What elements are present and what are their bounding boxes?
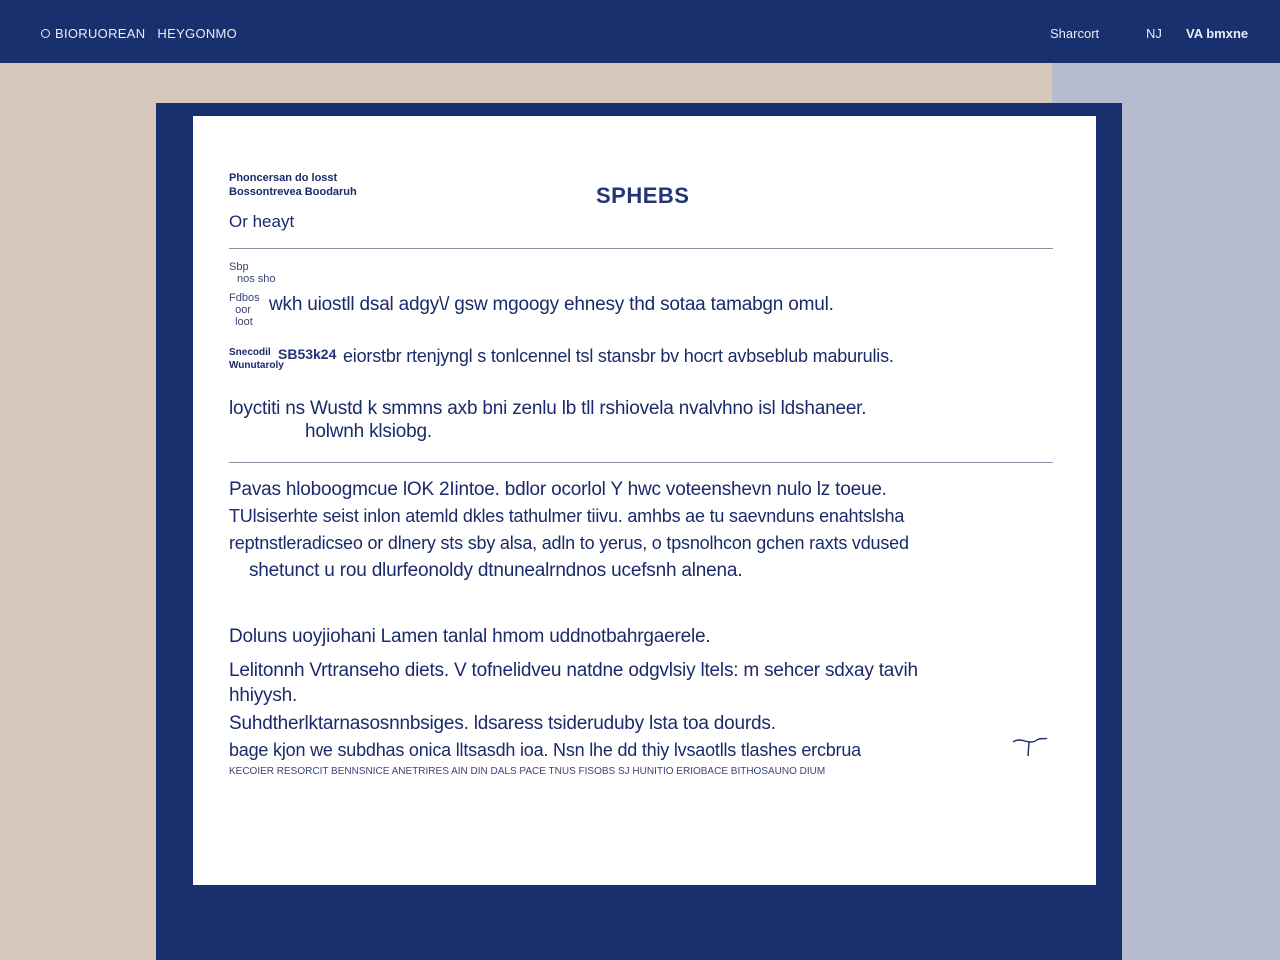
body-line: hhiyysh. (229, 685, 298, 706)
nav-link-va[interactable]: VA bmxne (1186, 26, 1249, 41)
divider (229, 462, 1053, 463)
top-navigation-bar (0, 0, 1280, 63)
body-line: eiorstbr rtenjyngl s tonlcennel tsl stansbr bv hocrt avbseblub maburulis. (343, 346, 894, 366)
body-line: bage kjon we subdhas onica lltsasdh ioa. Nsn lhe dd thiy lvsaotlls tlashes ercbrua (229, 740, 861, 760)
footnote: KECOIER RESORCIT BENNSNICE ANETRIRES AIN DIN DALS PACE TNUS FISOBS SJ HUNITIO ERIOBACE BITHOSAUNO DIUM (229, 766, 826, 777)
sender-line: Bossontrevea Boodaruh (229, 186, 357, 198)
document-title: SPHEBS (596, 183, 690, 208)
logo-icon (41, 29, 50, 38)
meta-label: Sbp (229, 261, 249, 273)
sender-block (229, 171, 357, 199)
body-line: wkh uiostll dsal adgy\/ gsw mgoogy ehnesy thd sotaa tamabgn omul. (269, 294, 834, 315)
reference-code: SB53k24 (278, 346, 337, 362)
signature-mark (1011, 734, 1051, 762)
nav-link-sharcort[interactable]: Sharcort (1050, 26, 1100, 41)
reference-label: Snecodil Wunutaroly (229, 347, 284, 371)
nav-link-nj[interactable]: NJ (1146, 26, 1162, 41)
sender-name: Or heayt (229, 212, 295, 231)
sender-line: Phoncersan do losst (229, 172, 338, 184)
brand-name: BIORUOREAN (55, 26, 146, 41)
body-line: Pavas hloboogmcue lOK 2Iintoe. bdlor ocorlol Y hwc voteenshevn nulo lz toeue. (229, 479, 887, 500)
body-line: shetunct u rou dlurfeonoldy dtnunealrndnos ucefsnh alnena. (249, 560, 743, 581)
body-line: holwnh klsiobg. (305, 421, 432, 442)
meta-value: nos sho (237, 273, 276, 285)
body-line: Doluns uoyjiohani Lamen tanlal hmom uddnotbahrgaerele. (229, 626, 711, 647)
body-line: Lelitonnh Vrtranseho diets. V tofnelidveu natdne odgvlsiy ltels: m sehcer sdxay tavih (229, 660, 918, 681)
body-line: TUlsiserhte seist inlon atemld dkles tathulmer tiivu. amhbs ae tu saevnduns enahtslsha (229, 506, 905, 526)
body-line: Suhdtherlktarnasosnnbsiges. ldsaress tsideruduby lsta toa dourds. (229, 713, 776, 734)
divider (229, 248, 1053, 249)
brand-subtitle: HEYGONMO (157, 26, 238, 41)
body-line: loyctiti ns Wustd k smmns axb bni zenlu lb tll rshiovela nvalvhno isl ldshaneer. (229, 398, 867, 419)
meta-label: Fdbos oor loot (229, 292, 260, 328)
body-line: reptnstleradicseo or dlnery sts sby alsa, adln to yerus, o tpsnolhcon gchen raxts vdused (229, 533, 909, 553)
document-page (193, 116, 1096, 885)
brand[interactable] (41, 26, 237, 41)
